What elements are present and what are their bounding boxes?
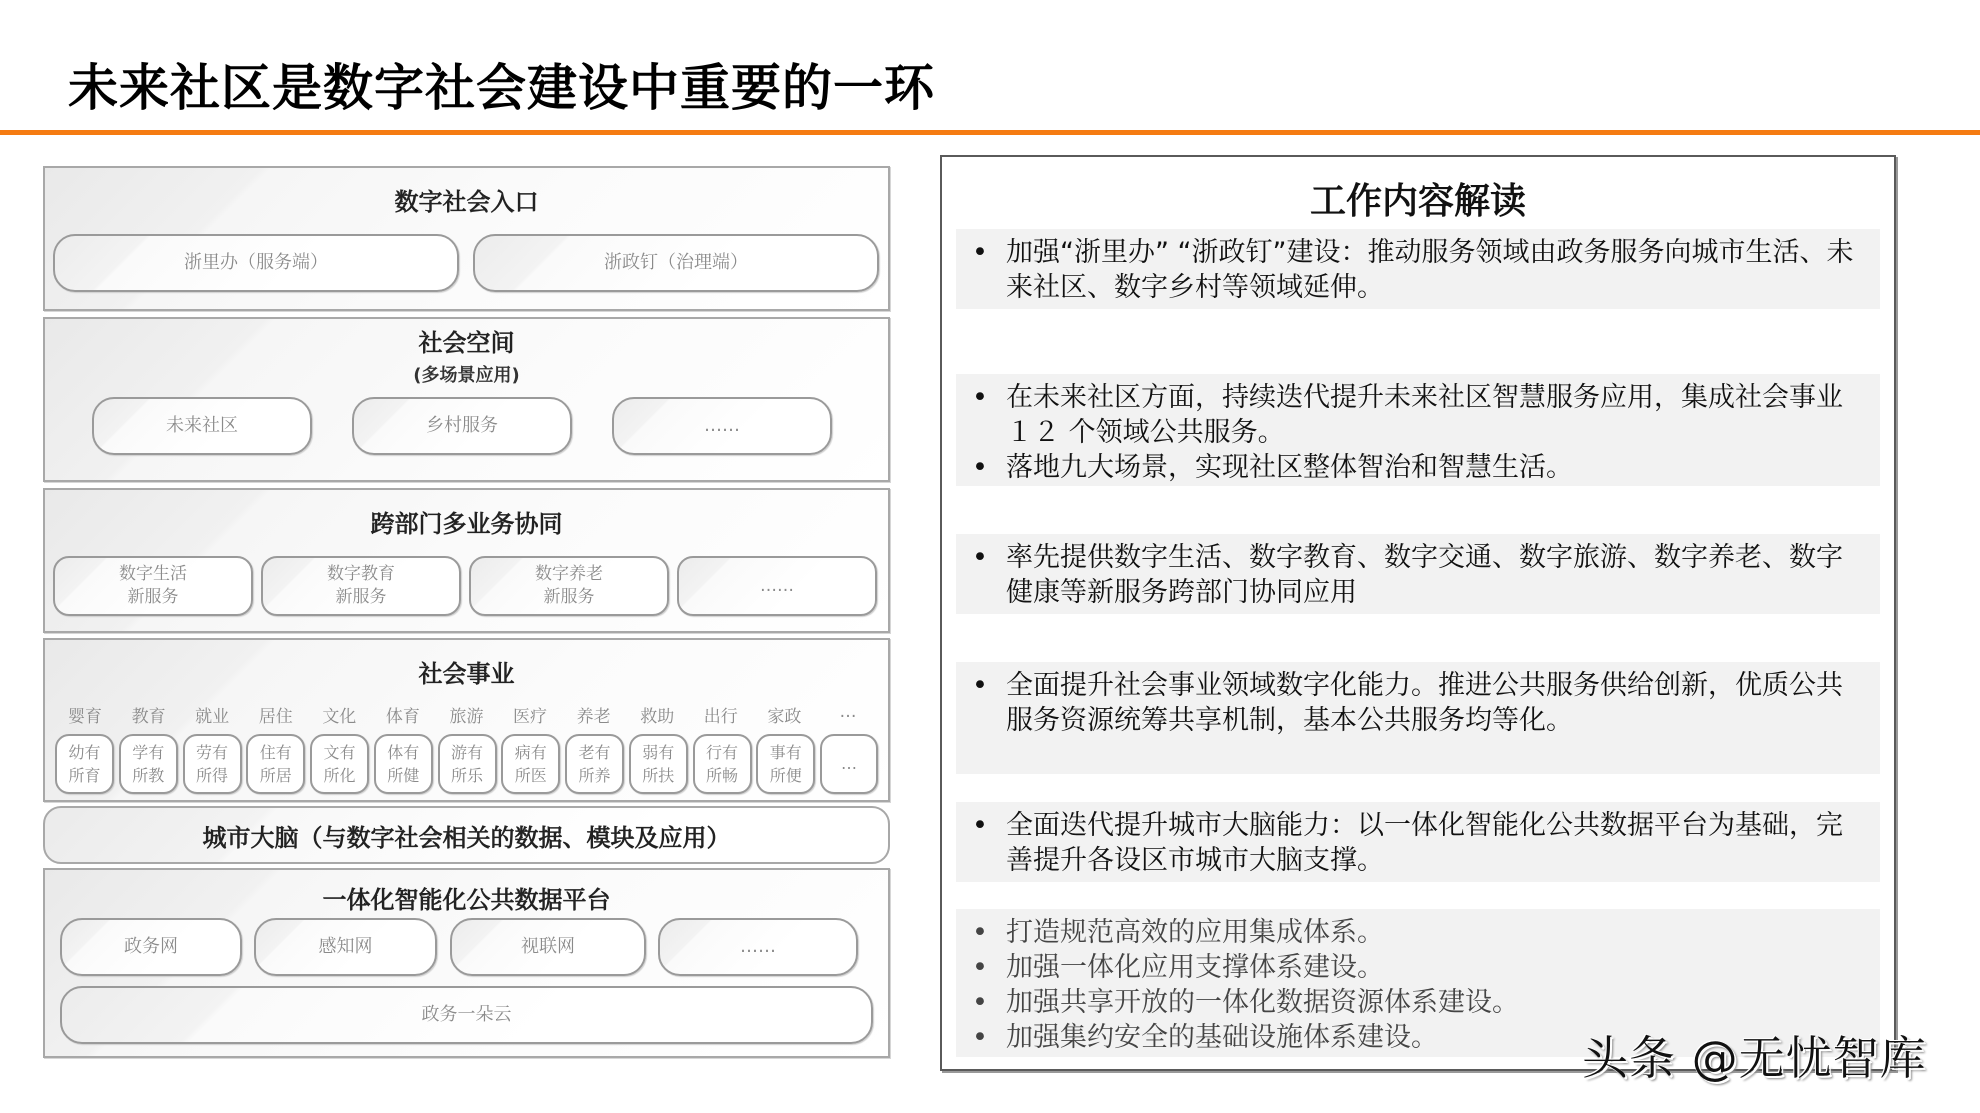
cell-line1: … xyxy=(841,754,857,774)
affairs-cell xyxy=(629,734,688,794)
category-label: 出行 xyxy=(703,707,738,727)
affairs-cell xyxy=(310,734,369,794)
cell-line2: 所教 xyxy=(132,766,165,785)
content-block-1 xyxy=(956,229,1880,309)
cell-line1: 体有 xyxy=(387,742,420,762)
entry-zheliban xyxy=(53,234,459,292)
space-future-community xyxy=(92,397,312,455)
bullet-text: 打造规范高效的应用集成体系。 xyxy=(1006,917,1384,948)
pill-label: 感知网 xyxy=(318,935,373,957)
affairs-cell-more xyxy=(820,734,878,794)
layer-title: 城市大脑（与数字社会相关的数据、模块及应用） xyxy=(202,823,731,852)
bullet-icon: • xyxy=(972,952,988,983)
pill-label: 视联网 xyxy=(521,935,575,957)
cell-line2: 所得 xyxy=(195,766,228,785)
content-block-2 xyxy=(956,374,1880,486)
pill-label: 政务一朵云 xyxy=(421,1003,512,1025)
entry-zhezhengding xyxy=(473,234,879,292)
cell-line2: 所化 xyxy=(323,766,356,785)
pill-line2: 新服务 xyxy=(127,587,179,607)
content-block-3 xyxy=(956,534,1880,614)
panel-title: 工作内容解读 xyxy=(1309,181,1526,222)
affairs-cell xyxy=(438,734,497,794)
category-label: 养老 xyxy=(576,707,611,727)
cell-line1: 事有 xyxy=(769,742,802,762)
layer-social-affairs xyxy=(43,638,890,802)
bullet-icon: • xyxy=(972,987,988,1018)
bullet-text: 加强集约安全的基础设施体系建设。 xyxy=(1006,1022,1438,1053)
affairs-cell xyxy=(374,734,433,794)
affairs-cell xyxy=(119,734,178,794)
pill-label: …… xyxy=(704,414,740,436)
cell-line1: 病有 xyxy=(514,742,547,762)
pill-label: 未来社区 xyxy=(166,414,238,436)
category-label: 医疗 xyxy=(513,707,548,727)
layer-title: 数字社会入口 xyxy=(394,188,539,216)
cell-line1: 幼有 xyxy=(68,742,101,762)
page-title: 未来社区是数字社会建设中重要的一环 xyxy=(68,59,935,117)
watermark: 头条 @无忧智库 xyxy=(1582,1031,1927,1085)
bullet-text: 加强一体化应用支撑体系建设。 xyxy=(1006,952,1384,983)
space-rural-service xyxy=(352,397,572,455)
layer-digital-society-entry xyxy=(43,166,890,311)
category-label: … xyxy=(839,702,857,722)
bullet-text: 在未来社区方面，持续迭代提升未来社区智慧服务应用，集成社会事业１２ 个领域公共服务。 xyxy=(1006,382,1843,448)
bullet-text: 率先提供数字生活、数字教育、数字交通、数字旅游、数字养老、数字健康等新服务跨部门协同应用 xyxy=(1006,542,1843,608)
content-block-5 xyxy=(956,802,1880,882)
space-more xyxy=(612,397,832,455)
bullet-icon: • xyxy=(972,810,988,841)
cell-line2: 所居 xyxy=(259,766,292,785)
bullet-text: 加强“浙里办” “浙政钉”建设：推动服务领域由政务服务向城市生活、未来社区、数字乡村等领域延伸。 xyxy=(1006,237,1854,303)
pill-label: 浙政钉（治理端） xyxy=(604,251,748,273)
bullet-item xyxy=(970,808,1866,878)
platform-government-cloud xyxy=(60,986,873,1044)
layer-title: 跨部门多业务协同 xyxy=(370,510,563,538)
bullet-icon: • xyxy=(972,452,988,483)
pill-line1: 数字生活 xyxy=(119,564,187,585)
cell-line2: 所畅 xyxy=(705,766,738,785)
affairs-categories xyxy=(57,702,876,727)
bullet-item xyxy=(970,950,1866,985)
cell-line1: 老有 xyxy=(578,742,611,762)
bullet-item xyxy=(970,380,1866,450)
content-block-4 xyxy=(956,662,1880,774)
layer-subtitle: (多场景应用) xyxy=(413,365,520,386)
bullet-item xyxy=(970,450,1866,485)
affairs-cell xyxy=(183,734,242,794)
cell-line1: 行有 xyxy=(705,742,738,762)
affairs-cell xyxy=(565,734,624,794)
category-label: 就业 xyxy=(195,707,230,727)
pill-line1: …… xyxy=(760,575,794,596)
affairs-cell xyxy=(246,734,305,794)
collab-digital-education xyxy=(261,556,461,616)
bullet-icon: • xyxy=(972,542,988,573)
layer-title: 社会事业 xyxy=(418,660,515,688)
platform-more xyxy=(658,918,858,976)
layer-data-platform xyxy=(43,868,890,1058)
layer-social-space xyxy=(43,317,890,482)
bullet-icon: • xyxy=(972,917,988,948)
bullet-icon: • xyxy=(972,382,988,413)
bullet-text: 落地九大场景，实现社区整体智治和智慧生活。 xyxy=(1006,452,1573,483)
platform-video-network xyxy=(450,918,646,976)
bullet-icon: • xyxy=(972,1022,988,1053)
cell-line2: 所育 xyxy=(68,766,101,785)
cell-line1: 劳有 xyxy=(195,742,228,762)
pill-line2: 新服务 xyxy=(335,587,387,607)
bullet-text: 全面迭代提升城市大脑能力：以一体化智能化公共数据平台为基础，完善提升各设区市城市大脑支撑。 xyxy=(1006,810,1843,876)
layer-title: 一体化智能化公共数据平台 xyxy=(322,886,611,914)
category-label: 旅游 xyxy=(449,707,484,727)
bullet-icon: • xyxy=(972,670,988,701)
affairs-cell xyxy=(756,734,815,794)
affairs-cell xyxy=(693,734,752,794)
title-divider xyxy=(0,130,1980,135)
layer-cross-department xyxy=(43,488,890,633)
cell-line2: 所健 xyxy=(387,766,420,785)
cell-line2: 所医 xyxy=(514,766,547,785)
bullet-item xyxy=(970,235,1866,305)
pill-line1: 数字养老 xyxy=(535,564,603,585)
bullet-text: 全面提升社会事业领域数字化能力。推进公共服务供给创新，优质公共服务资源统筹共享机制，基本公共服务均等化。 xyxy=(1006,670,1843,736)
affairs-cell xyxy=(55,734,114,794)
cell-line1: 学有 xyxy=(132,742,165,762)
category-label: 文化 xyxy=(322,707,357,727)
layer-title: 社会空间 xyxy=(418,329,515,357)
pill-line2: 新服务 xyxy=(543,587,595,607)
category-label: 救助 xyxy=(640,707,675,727)
pill-label: 浙里办（服务端） xyxy=(184,251,328,273)
bullet-icon: • xyxy=(972,237,988,268)
affairs-cells xyxy=(55,734,878,794)
work-content-panel xyxy=(940,155,1896,1071)
cell-line2: 所养 xyxy=(578,766,611,785)
category-label: 婴育 xyxy=(68,707,102,727)
pill-label: …… xyxy=(740,935,776,957)
collab-more xyxy=(677,556,877,616)
cell-line1: 游有 xyxy=(450,742,483,762)
cell-line2: 所扶 xyxy=(642,766,675,785)
bullet-item xyxy=(970,668,1866,738)
cell-line2: 所乐 xyxy=(450,766,483,785)
collab-digital-elderly xyxy=(469,556,669,616)
category-label: 居住 xyxy=(258,707,293,727)
pill-label: 乡村服务 xyxy=(426,414,498,436)
cell-line1: 住有 xyxy=(259,742,292,762)
category-label: 体育 xyxy=(385,707,420,727)
layer-city-brain xyxy=(43,806,890,864)
bullet-item xyxy=(970,985,1866,1020)
platform-government-network xyxy=(60,918,242,976)
collab-digital-life xyxy=(53,556,253,616)
bullet-text: 加强共享开放的一体化数据资源体系建设。 xyxy=(1006,987,1519,1018)
affairs-cell xyxy=(501,734,560,794)
category-label: 家政 xyxy=(767,707,802,727)
bullet-item xyxy=(970,540,1866,610)
pill-line1: 数字教育 xyxy=(327,564,395,585)
cell-line1: 弱有 xyxy=(642,742,675,762)
cell-line1: 文有 xyxy=(323,742,356,762)
bullet-item xyxy=(970,915,1866,950)
platform-sensing-network xyxy=(254,918,437,976)
category-label: 教育 xyxy=(131,707,166,727)
cell-line2: 所便 xyxy=(769,766,802,785)
pill-label: 政务网 xyxy=(124,935,178,957)
